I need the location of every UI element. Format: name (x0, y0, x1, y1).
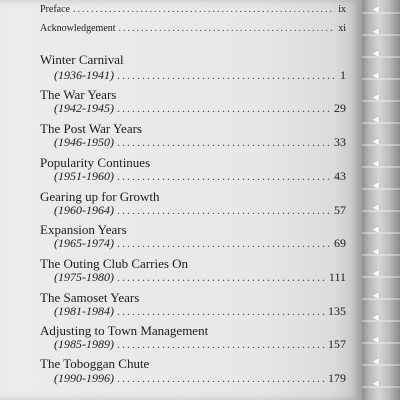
binding-rib (362, 100, 400, 102)
binding-hook-icon: ◀ (372, 115, 379, 125)
binding-rib (362, 276, 400, 278)
toc-entry-acknowledgement (40, 23, 346, 34)
chapter-entry-row (40, 337, 346, 352)
binding-hook-icon: ◀ (372, 5, 379, 15)
chapter-dates: (1951-1960) (54, 169, 114, 183)
binding-rib (362, 78, 400, 80)
chapter-dates: (1946-1950) (54, 135, 114, 149)
dot-leader (117, 337, 325, 352)
chapter-dates: (1960-1964) (54, 203, 114, 217)
binding-rib (362, 254, 400, 256)
binding-hook-icon: ◀ (372, 379, 379, 389)
toc-page-number: xi (338, 23, 346, 34)
chapter-title: Expansion Years (40, 222, 127, 237)
binding-rib (362, 320, 400, 322)
binding-rib (362, 12, 400, 14)
binding-rib (362, 144, 400, 146)
chapter-page-number: 157 (328, 337, 346, 351)
dot-leader (117, 135, 331, 150)
chapter-title: Popularity Continues (40, 155, 151, 170)
binding-hook-icon: ◀ (372, 357, 379, 367)
binding-rib (362, 210, 400, 212)
chapter-page-number: 179 (328, 371, 346, 385)
binding-hook-icon: ◀ (372, 313, 379, 323)
binding-hook-icon: ◀ (372, 291, 379, 301)
chapter-entry-row (40, 304, 346, 319)
binding-hook-icon: ◀ (372, 269, 379, 279)
chapter-entry-row (40, 236, 346, 251)
toc-entry-preface (40, 4, 346, 15)
chapter-entry-row (40, 169, 346, 184)
binding-hook-icon: ◀ (372, 27, 379, 37)
binding-hook-icon: ◀ (372, 181, 379, 191)
binding-rib (362, 122, 400, 124)
chapter-page-number: 135 (328, 304, 346, 318)
binding-rib (362, 364, 400, 366)
dot-leader (117, 270, 326, 285)
binding-hook-icon: ◀ (372, 137, 379, 147)
chapter-page-number: 111 (328, 270, 346, 284)
chapter-page-number: 29 (334, 101, 346, 115)
binding-rib (362, 298, 400, 300)
binding-rib (362, 166, 400, 168)
binding-rib (362, 386, 400, 388)
chapter-dates: (1981-1984) (54, 304, 114, 318)
chapter-entry-row (40, 101, 346, 116)
binding-rib (362, 56, 400, 58)
chapter-dates: (1985-1989) (54, 337, 114, 351)
dot-leader (117, 236, 331, 251)
chapter-title: The War Years (40, 87, 117, 102)
binding-rib (362, 188, 400, 190)
chapter-title: The Toboggan Chute (40, 356, 150, 371)
dot-leader (119, 23, 336, 34)
dot-leader (117, 101, 331, 116)
dot-leader (117, 203, 331, 218)
chapter-title: The Outing Club Carries On (40, 256, 189, 271)
binding-hook-icon: ◀ (372, 225, 379, 235)
binding-rib (362, 232, 400, 234)
chapter-page-number: 33 (334, 135, 346, 149)
binding-hook-icon: ◀ (372, 335, 379, 345)
chapter-dates: (1942-1945) (54, 101, 114, 115)
toc-entry-label: Preface (40, 4, 70, 15)
chapter-page-number: 57 (334, 203, 346, 217)
dot-leader (117, 304, 325, 319)
chapter-title: Adjusting to Town Management (40, 323, 209, 338)
spiral-binding-strip (362, 0, 400, 400)
dot-leader (73, 4, 335, 15)
chapter-title: The Post War Years (40, 121, 142, 136)
binding-hook-icon: ◀ (372, 247, 379, 257)
chapter-dates: (1975-1980) (54, 270, 114, 284)
chapter-page-number: 69 (334, 236, 346, 250)
dot-leader (117, 371, 325, 386)
binding-hook-icon: ◀ (372, 49, 379, 59)
binding-hook-icon: ◀ (372, 159, 379, 169)
binding-rib (362, 342, 400, 344)
chapter-page-number: 1 (340, 68, 346, 82)
chapter-title: The Samoset Years (40, 290, 140, 305)
chapter-entry-row (40, 203, 346, 218)
chapter-entry-row (40, 68, 346, 83)
chapter-dates: (1965-1974) (54, 236, 114, 250)
chapter-title: Gearing up for Growth (40, 189, 160, 204)
chapter-page-number: 43 (334, 169, 346, 183)
dot-leader (117, 68, 337, 83)
chapter-entry-row (40, 135, 346, 150)
binding-rib (362, 34, 400, 36)
toc-page-number: ix (338, 4, 346, 15)
binding-hook-icon: ◀ (372, 71, 379, 81)
chapter-dates: (1936-1941) (54, 68, 114, 82)
chapter-entry-row (40, 371, 346, 386)
chapter-title: Winter Carnival (40, 52, 124, 67)
chapter-entry-row (40, 270, 346, 285)
binding-hook-icon: ◀ (372, 203, 379, 213)
dot-leader (117, 169, 331, 184)
binding-hook-icon: ◀ (372, 93, 379, 103)
chapter-dates: (1990-1996) (54, 371, 114, 385)
toc-entry-label: Acknowledgement (40, 23, 116, 34)
